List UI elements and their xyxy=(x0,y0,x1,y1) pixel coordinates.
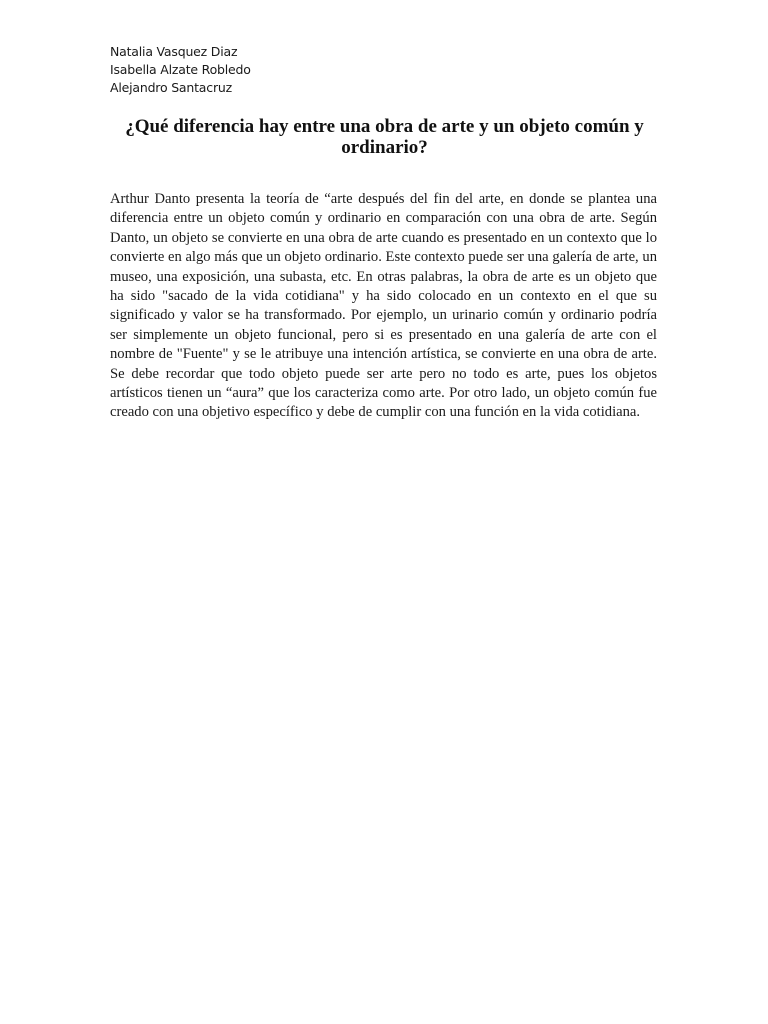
author-list xyxy=(110,43,251,97)
document-title: ¿Qué diferencia hay entre una obra de arte y un objeto común y ordinario? xyxy=(125,116,644,158)
body-paragraph: Arthur Danto presenta la teoría de “arte después del fin del arte, en donde se plantea una diferencia entre un objeto común y ordinario en comparación con una obra de arte. Según Danto, un objeto se convierte en una obra de arte cuando es presentado en un contexto que lo convierte en algo más que un objeto ordinario. Este contexto puede ser una galería de arte, un museo, una exposición, una subasta, etc. En otras palabras, la obra de arte es un objeto que ha sido "sacado de la vida cotidiana" y ha sido colocado en un contexto en el que su significado y valor se ha transformado. Por ejemplo, un urinario común y ordinario podría ser simplemente un objeto funcional, pero si es presentado en una galería de arte con el nombre de "Fuente" y se le atribuye una intención artística, se convierte en una obra de arte. Se debe recordar que todo objeto puede ser arte pero no todo es arte, pues los objetos artísticos tienen un “aura” que los caracteriza como arte. Por otro lado, un objeto común fue creado con una objetivo específico y debe de cumplir con una función en la vida cotidiana. xyxy=(110,191,657,421)
author-name: Natalia Vasquez Diaz xyxy=(110,44,238,59)
author-name: Alejandro Santacruz xyxy=(110,80,232,95)
author-name: Isabella Alzate Robledo xyxy=(110,62,251,77)
